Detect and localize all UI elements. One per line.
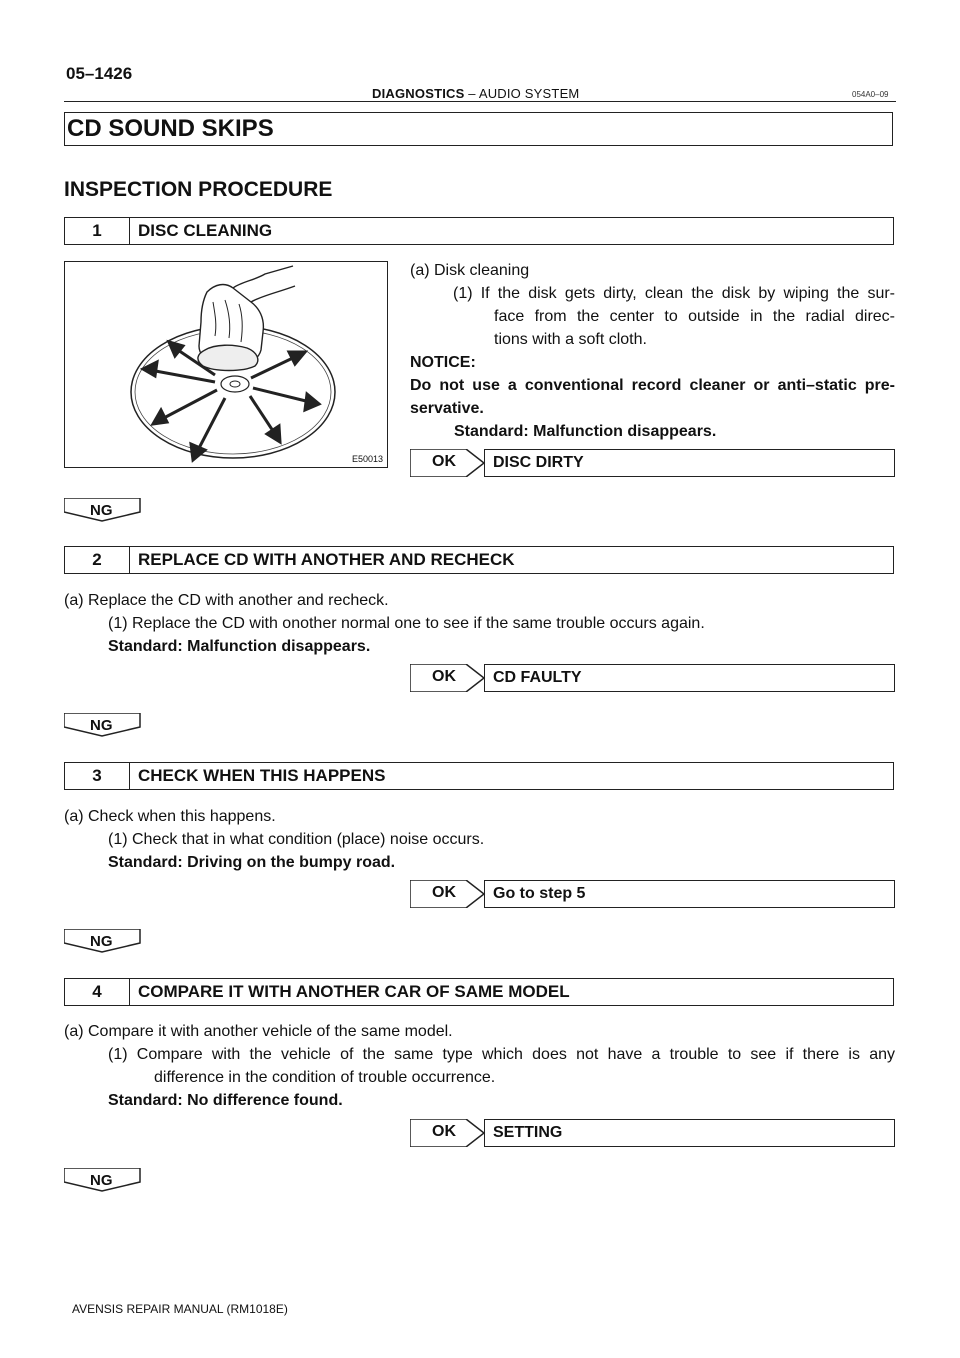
page-number: 05–1426 (66, 64, 133, 83)
step-1-standard: Standard: Malfunction disappears. (454, 423, 717, 440)
ok-result: Go to step 5 (484, 880, 895, 908)
step-3-header (64, 762, 894, 790)
disc-wiping-drawing (65, 262, 387, 467)
step-1-sub-1-line3: tions with a soft cloth. (494, 331, 647, 348)
step-2-standard: Standard: Malfunction disappears. (108, 638, 371, 655)
step-4-standard: Standard: No difference found. (108, 1092, 343, 1109)
page-title: CD SOUND SKIPS (64, 112, 893, 146)
step-number: 3 (65, 763, 130, 789)
step-number: 1 (65, 218, 130, 244)
ok-branch-tag (410, 1119, 488, 1147)
header-subsection: AUDIO SYSTEM (478, 86, 580, 101)
ng-branch-tag (64, 1168, 142, 1192)
step-1-sub-1-line2: face from the center to outside in the radial direc- (494, 308, 895, 325)
step-3-sub-a: (a) Check when this happens. (64, 808, 276, 825)
ok-result: SETTING (484, 1119, 895, 1147)
ng-branch-tag (64, 498, 142, 522)
step-1-sub-a: (a) Disk cleaning (410, 262, 530, 279)
header-section: DIAGNOSTICS (372, 86, 465, 101)
ng-label: NG (90, 1172, 113, 1189)
step-2-header (64, 546, 894, 574)
notice-label: NOTICE: (410, 354, 476, 371)
step-title: REPLACE CD WITH ANOTHER AND RECHECK (138, 550, 515, 569)
disc-cleaning-illustration (64, 261, 388, 468)
header-separator: – (464, 86, 479, 101)
notice-text-line1: Do not use a conventional record cleaner or anti–static pre- (410, 377, 895, 394)
step-4-sub-a: (a) Compare it with another vehicle of the same model. (64, 1023, 453, 1040)
step-4-sub-1-line1: (1) Compare with the vehicle of the same type which does not have a trouble to see if there is any (108, 1046, 895, 1063)
step-3-standard: Standard: Driving on the bumpy road. (108, 854, 396, 871)
ok-label: OK (432, 453, 456, 470)
procedure-heading: INSPECTION PROCEDURE (64, 178, 333, 201)
step-2-sub-a: (a) Replace the CD with another and recheck. (64, 592, 389, 609)
ok-branch-tag (410, 664, 488, 692)
ok-label: OK (432, 1123, 456, 1140)
step-4-header (64, 978, 894, 1006)
running-header (372, 86, 579, 101)
ok-branch-tag (410, 880, 488, 908)
step-2-sub-1: (1) Replace the CD with onother normal one to see if the same trouble occurs again. (108, 615, 705, 632)
step-title: CHECK WHEN THIS HAPPENS (138, 766, 386, 785)
header-rule (64, 101, 896, 102)
step-number: 4 (65, 979, 130, 1005)
ng-branch-tag (64, 929, 142, 953)
ng-label: NG (90, 933, 113, 950)
step-4-sub-1-line2: difference in the condition of trouble occurrence. (154, 1069, 496, 1086)
ng-label: NG (90, 502, 113, 519)
step-title: COMPARE IT WITH ANOTHER CAR OF SAME MODEL (138, 982, 570, 1001)
ok-branch-tag (410, 449, 488, 477)
step-3-sub-1: (1) Check that in what condition (place) noise occurs. (108, 831, 485, 848)
notice-text-line2: servative. (410, 400, 484, 417)
ng-branch-tag (64, 713, 142, 737)
step-1-sub-1-line1: (1) If the disk gets dirty, clean the disk by wiping the sur- (453, 285, 895, 302)
illustration-code: E50013 (351, 454, 383, 464)
ok-label: OK (432, 668, 456, 685)
ok-label: OK (432, 884, 456, 901)
step-1-header (64, 217, 894, 245)
ok-result: DISC DIRTY (484, 449, 895, 477)
ng-label: NG (90, 717, 113, 734)
step-title: DISC CLEANING (138, 221, 273, 240)
step-number: 2 (65, 547, 130, 573)
ok-result: CD FAULTY (484, 664, 895, 692)
document-code: 054A0–09 (852, 90, 889, 99)
manual-footer: AVENSIS REPAIR MANUAL (RM1018E) (72, 1302, 288, 1316)
